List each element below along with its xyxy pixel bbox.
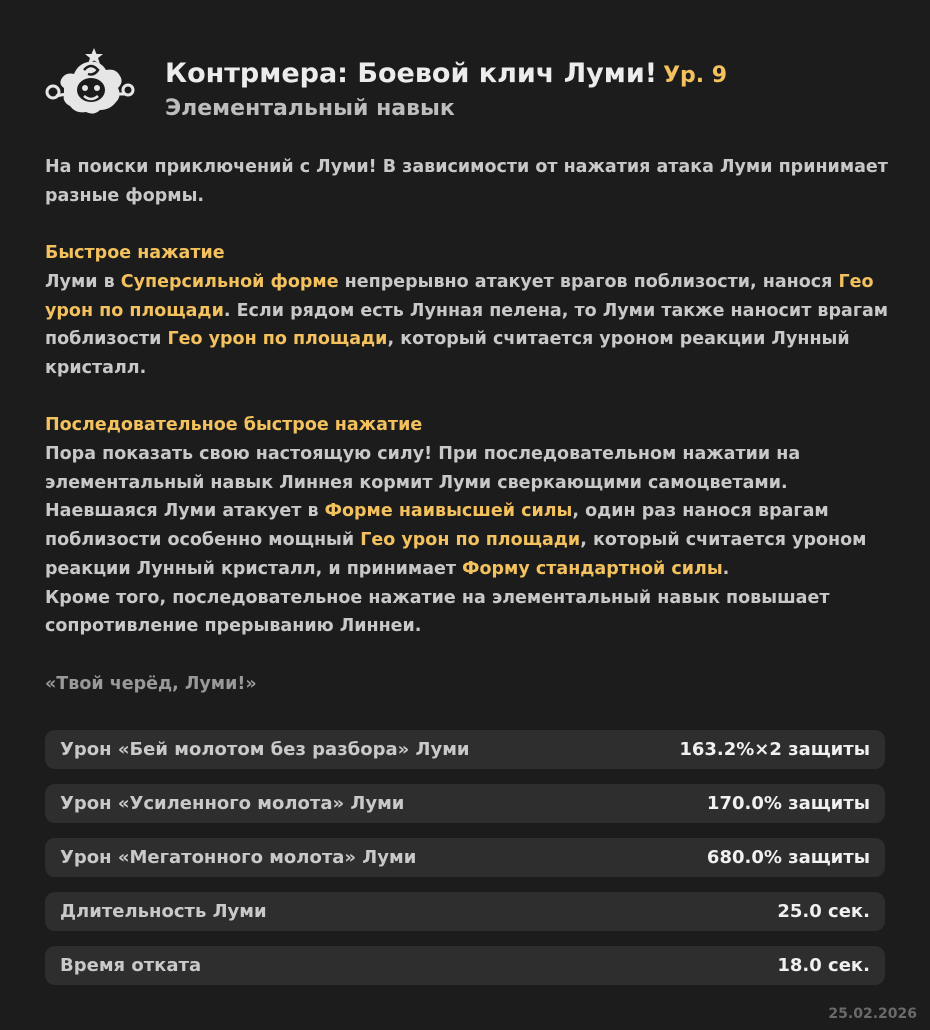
press-text: Пора показать свою настоящую силу! При последовательном нажатии на элементальный навык Линнея кормит Луми сверкающими самоцветами. Наевшаяся Луми атакует в Форме наивысшей силы, один раз нанося врагам поблизости особенно мощный Гео урон по площади, который считается уроном реакции Лунный кристалл, и принимает Форму стандартной силы. — [45, 444, 867, 579]
keyword-highlight: Суперсильной форме — [120, 271, 339, 292]
stat-row — [45, 892, 885, 931]
keyword-highlight: Гео урон по площади — [167, 329, 388, 350]
tap-text: Луми в Суперсильной форме непрерывно атакует врагов поблизости, нанося Гео урон по площади. Если рядом есть Лунная пелена, то Луми также наносит врагам поблизости Гео урон по площади, который считается уроном реакции Лунный кристалл. — [45, 271, 889, 378]
skill-level: Ур. 9 — [663, 63, 728, 88]
stat-label: Урон «Усиленного молота» Луми — [60, 793, 405, 814]
stat-label: Урон «Мегатонного молота» Луми — [60, 847, 417, 868]
skill-header — [44, 44, 904, 134]
keyword-highlight: Форму стандартной силы — [462, 558, 723, 579]
stat-row — [45, 838, 885, 877]
stat-value: 18.0 сек. — [777, 955, 870, 976]
keyword-highlight: Форме наивысшей силы — [324, 501, 573, 522]
title-block — [165, 56, 727, 124]
stat-label: Длительность Луми — [60, 901, 267, 922]
skill-description — [45, 153, 895, 698]
press-heading: Последовательное быстрое нажатие — [45, 415, 423, 436]
skill-stats-table — [45, 730, 885, 1000]
keyword-highlight: Гео урон по площади — [45, 271, 874, 321]
stat-label: Урон «Бей молотом без разбора» Луми — [60, 739, 470, 760]
skill-type: Элементальный навык — [165, 96, 455, 121]
stat-label: Время отката — [60, 955, 202, 976]
stat-value: 680.0% защиты — [706, 847, 870, 868]
keyword-highlight: Гео урон по площади — [360, 530, 581, 551]
skill-title — [165, 56, 727, 94]
tap-heading: Быстрое нажатие — [45, 243, 225, 264]
flavor-quote: «Твой черёд, Луми!» — [45, 673, 257, 694]
skill-title-text: Контрмера: Боевой клич Луми! — [165, 58, 658, 89]
stat-value: 163.2%×2 защиты — [679, 739, 870, 760]
lumi-creature-icon — [44, 44, 136, 124]
stat-row — [45, 946, 885, 985]
press-extra-text: Кроме того, последовательное нажатие на элементальный навык повышает сопротивление прерыванию Линнеи. — [45, 587, 830, 637]
stat-value: 25.0 сек. — [777, 901, 870, 922]
footer-date: 25.02.2026 — [828, 1006, 917, 1022]
stat-row — [45, 784, 885, 823]
stat-row — [45, 730, 885, 769]
stat-value: 170.0% защиты — [706, 793, 870, 814]
description-intro: На поиски приключений с Луми! В зависимости от нажатия атака Луми принимает разные формы. — [45, 157, 888, 206]
